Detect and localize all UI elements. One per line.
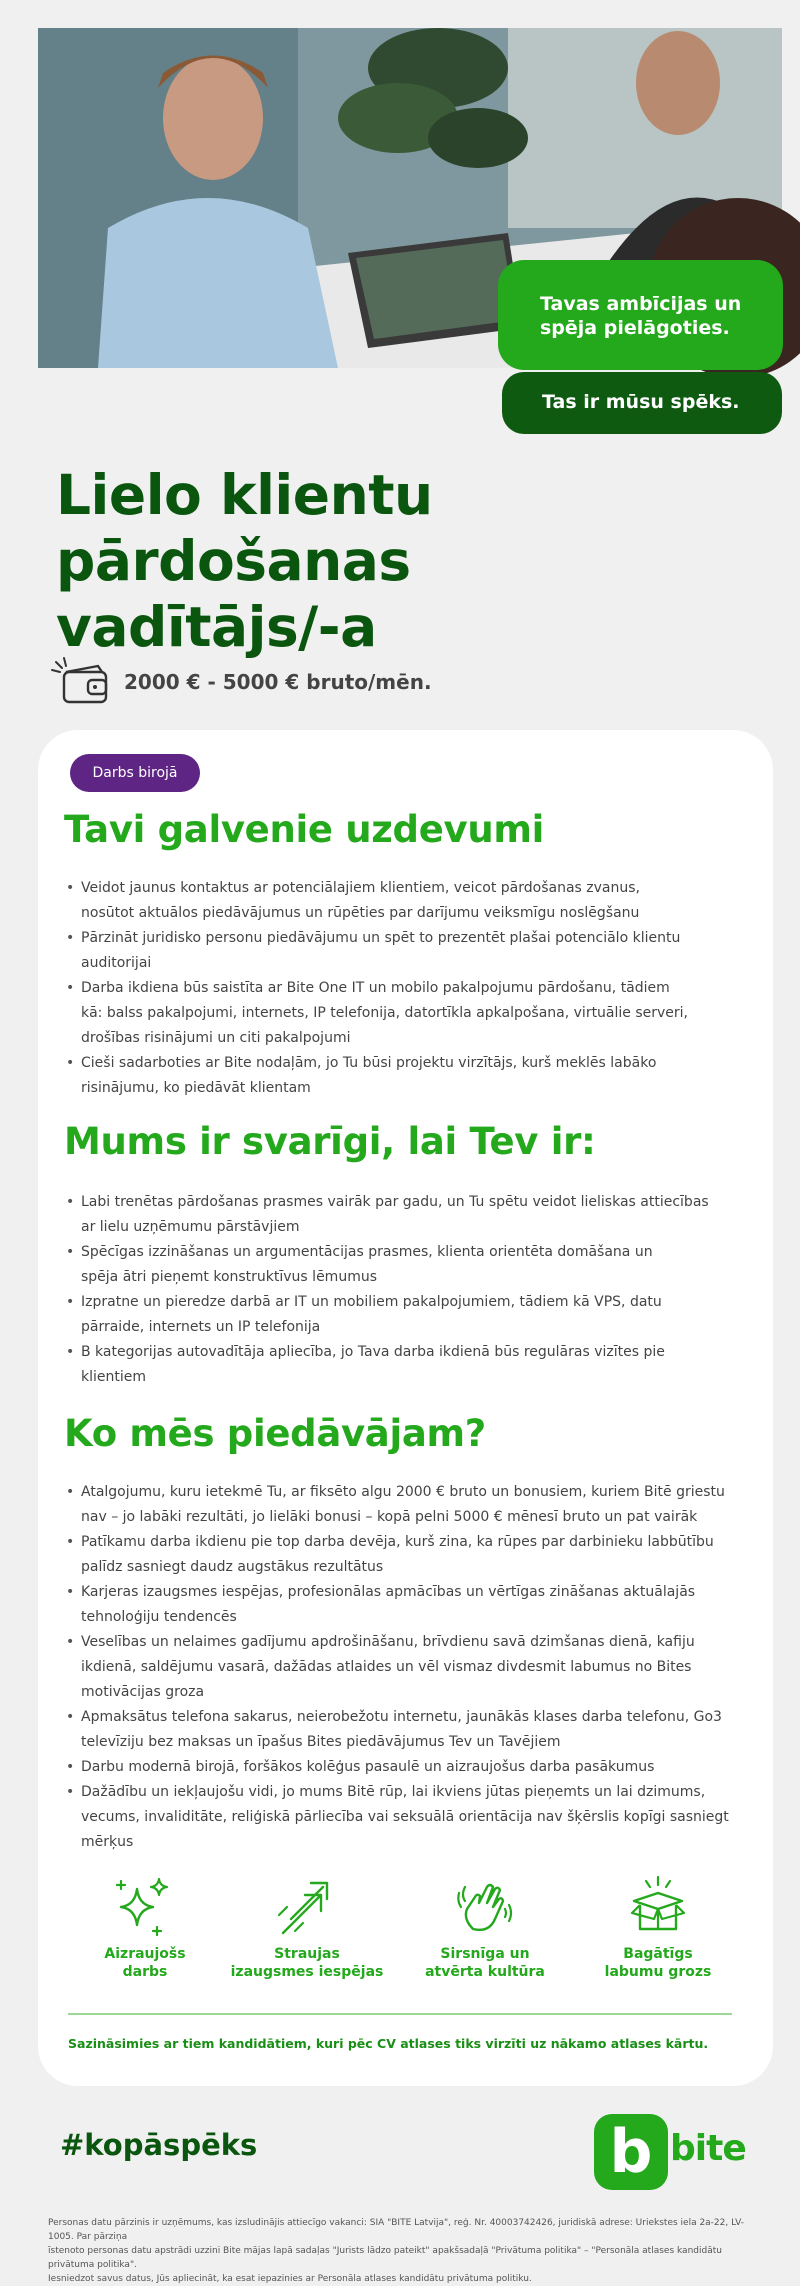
benefit-label-line2: labumu grozs: [604, 1964, 712, 1980]
list-item-line: • Karjeras izaugsmes iespējas, profesionālas apmācības un vērtīgas zināšanas aktuālajās: [81, 1584, 696, 1600]
benefit-label-line1: Bagātīgs: [623, 1946, 693, 1962]
list-item-line: ar lielu uzņēmumu pārstāvjiem: [81, 1219, 300, 1235]
list-item: [66, 1290, 736, 1340]
list-item-line: • Spēcīgas izzināšanas un argumentācijas prasmes, klienta orientēta domāšana un: [81, 1244, 653, 1260]
list-item-line: • Veidot jaunus kontaktus ar potenciālajiem klientiem, veicot pārdošanas zvanus,: [81, 880, 640, 896]
sparkle-icon: [113, 1875, 177, 1939]
list-item-line: ikdienā, saldējumu vasarā, dažādas atlaides un vēl vismaz divdesmit labumus no Bites: [81, 1659, 692, 1675]
list-item: [66, 976, 736, 1051]
job-title-line2: vadītājs/-a: [56, 595, 377, 659]
list-item-line: nosūtot aktuālos piedāvājumus un rūpēties par darījumu veiksmīgu noslēgšanu: [81, 905, 640, 921]
list-item-line: risinājumu, ko piedāvāt klientam: [81, 1080, 311, 1096]
list-item-line: mērķus: [81, 1834, 134, 1850]
benefit-growth: [222, 1875, 392, 1981]
contact-note: Sazināsimies ar tiem kandidātiem, kuri pēc CV atlases tiks virzīti uz nākamo atlases kārtu.: [68, 2036, 709, 2051]
benefit-exciting-work: [60, 1875, 230, 1981]
privacy-disclaimer: [48, 2216, 768, 2286]
hero-strength-bubble: Tas ir mūsu spēks.: [502, 372, 782, 434]
gift-box-icon: [626, 1875, 690, 1939]
offer-heading: Ko mēs piedāvājam?: [64, 1412, 486, 1455]
tasks-list: [66, 876, 736, 1101]
privacy-line: Iesniedzot savus datus, Jūs apliecināt, ka esat iepazinies ar Personāla atlases kandidātu privātuma politiku.: [48, 2274, 532, 2284]
list-item-line: nav – jo labāki rezultāti, jo lielāki bonusi – kopā pelni 5000 € mēnesī bruto un pat vairāk: [81, 1509, 698, 1525]
list-item: [66, 1780, 736, 1855]
tasks-heading: Tavi galvenie uzdevumi: [64, 808, 545, 851]
list-item-line: • Veselības un nelaimes gadījumu apdrošināšanu, brīvdienu savā dzimšanas dienā, kafiju: [81, 1634, 695, 1650]
list-item: [66, 1480, 736, 1530]
list-item-line: spēja ātri pieņemt konstruktīvus lēmumus: [81, 1269, 377, 1285]
hero-slogan-line1: Tavas ambīcijas un: [540, 293, 742, 315]
list-item: [66, 1580, 736, 1630]
list-item-line: televīziju bez maksas un īpašus Bites piedāvājumus Tev un Tavējiem: [81, 1734, 561, 1750]
list-item-line: • Dažādību un iekļaujošu vidi, jo mums Bitē rūp, lai ikviens jūtas pieņemts un lai dzimums,: [81, 1784, 706, 1800]
list-item-line: motivācijas groza: [81, 1684, 205, 1700]
benefit-label-line2: izaugsmes iespējas: [230, 1964, 384, 1980]
list-item: [66, 1340, 736, 1390]
wallet-icon: [50, 656, 112, 708]
list-item: [66, 926, 736, 976]
privacy-line: īstenoto personas datu apstrādi uzzini Bite mājas lapā sadaļas "Jurists lādzo pateikt" apakšsadaļā "Privātuma politika" – "Personāla atlases kandidātu privātuma politika".: [48, 2246, 722, 2270]
requirements-heading: Mums ir svarīgi, lai Tev ir:: [64, 1120, 596, 1163]
list-item: [66, 1530, 736, 1580]
benefit-label-line2: atvērta kultūra: [425, 1964, 545, 1980]
salary-range: 2000 € - 5000 € bruto/mēn.: [124, 670, 432, 694]
hero-slogan-line2: spēja pielāgoties.: [540, 317, 730, 339]
list-item-line: • B kategorijas autovadītāja apliecība, jo Tava darba ikdienā būs regulāras vizītes pie: [81, 1344, 665, 1360]
list-item-line: pārraide, internets un IP telefonija: [81, 1319, 321, 1335]
job-title-line1: Lielo klientu pārdošanas: [56, 463, 433, 593]
list-item: [66, 1630, 736, 1705]
benefits-row: [60, 1875, 750, 1995]
list-item-line: drošības risinājumi un citi pakalpojumi: [81, 1030, 351, 1046]
list-item-line: palīdz sasniegt daudz augstākus rezultātus: [81, 1559, 384, 1575]
benefit-label-line1: Aizraujošs: [104, 1946, 186, 1962]
list-item: [66, 1755, 736, 1780]
section-divider: [68, 2013, 732, 2015]
list-item: [66, 1705, 736, 1755]
list-item-line: • Darba ikdiena būs saistīta ar Bite One IT un mobilo pakalpojumu pārdošanu, tādiem: [81, 980, 670, 996]
requirements-list: [66, 1190, 736, 1390]
list-item-line: • Darbu modernā birojā, foršākos kolēģus pasaulē un aizraujošus darba pasākumus: [81, 1759, 655, 1775]
list-item-line: • Atalgojumu, kuru ietekmē Tu, ar fiksēto algu 2000 € bruto un bonusiem, kuriem Bitē griestu: [81, 1484, 725, 1500]
list-item: [66, 1051, 736, 1101]
offer-list: [66, 1480, 736, 1855]
hero-slogan-bubble: [498, 260, 783, 370]
list-item-line: • Patīkamu darba ikdienu pie top darba devēja, kurš zina, ka rūpes par darbinieku labbūtību: [81, 1534, 714, 1550]
list-item-line: klientiem: [81, 1369, 147, 1385]
list-item: [66, 876, 736, 926]
list-item-line: • Izpratne un pieredze darbā ar IT un mobiliem pakalpojumiem, tādiem kā VPS, datu: [81, 1294, 662, 1310]
work-location-badge: Darbs birojā: [70, 754, 200, 792]
bite-logo-word: bite: [670, 2128, 746, 2169]
privacy-line: Personas datu pārzinis ir uzņēmums, kas izsludinājis attiecīgo vakanci: SIA "BITE Latvija", reģ. Nr. 40003742426, juridiskā adrese: Uriekstes iela 2a-22, LV-1005. Par pārziņa: [48, 2218, 745, 2242]
list-item-line: kā: balss pakalpojumi, internets, IP telefonija, datortīkla apkalpošana, virtuālie serveri,: [81, 1005, 689, 1021]
hashtag: #kopāspēks: [60, 2128, 258, 2162]
benefit-label-line1: Straujas: [274, 1946, 340, 1962]
list-item-line: vecums, invaliditāte, reliģiskā pārliecība vai seksuālā orientācija nav šķērslis kopīgi sasniegt: [81, 1809, 729, 1825]
list-item-line: • Pārzināt juridisko personu piedāvājumu un spēt to prezentēt plašai potenciālo klientu: [81, 930, 681, 946]
growth-arrows-icon: [275, 1875, 339, 1939]
list-item: [66, 1240, 736, 1290]
list-item-line: • Labi trenētas pārdošanas prasmes vairāk par gadu, un Tu spētu veidot lieliskas attiecības: [81, 1194, 709, 1210]
list-item-line: • Apmaksātus telefona sakarus, neierobežotu internetu, jaunākās klases darba telefonu, Go3: [81, 1709, 722, 1725]
list-item: [66, 1190, 736, 1240]
benefit-label-line1: Sirsnīga un: [440, 1946, 530, 1962]
list-item-line: tehnoloģiju tendencēs: [81, 1609, 237, 1625]
benefit-label-line2: darbs: [122, 1964, 168, 1980]
benefit-culture: [400, 1875, 570, 1981]
list-item-line: auditorijai: [81, 955, 152, 971]
waving-hand-icon: [453, 1875, 517, 1939]
list-item-line: • Cieši sadarboties ar Bite nodaļām, jo Tu būsi projektu virzītājs, kurš meklēs labāko: [81, 1055, 657, 1071]
job-title: [56, 462, 776, 660]
benefit-perks: [573, 1875, 743, 1981]
bite-logo-letter: b: [609, 2117, 653, 2187]
